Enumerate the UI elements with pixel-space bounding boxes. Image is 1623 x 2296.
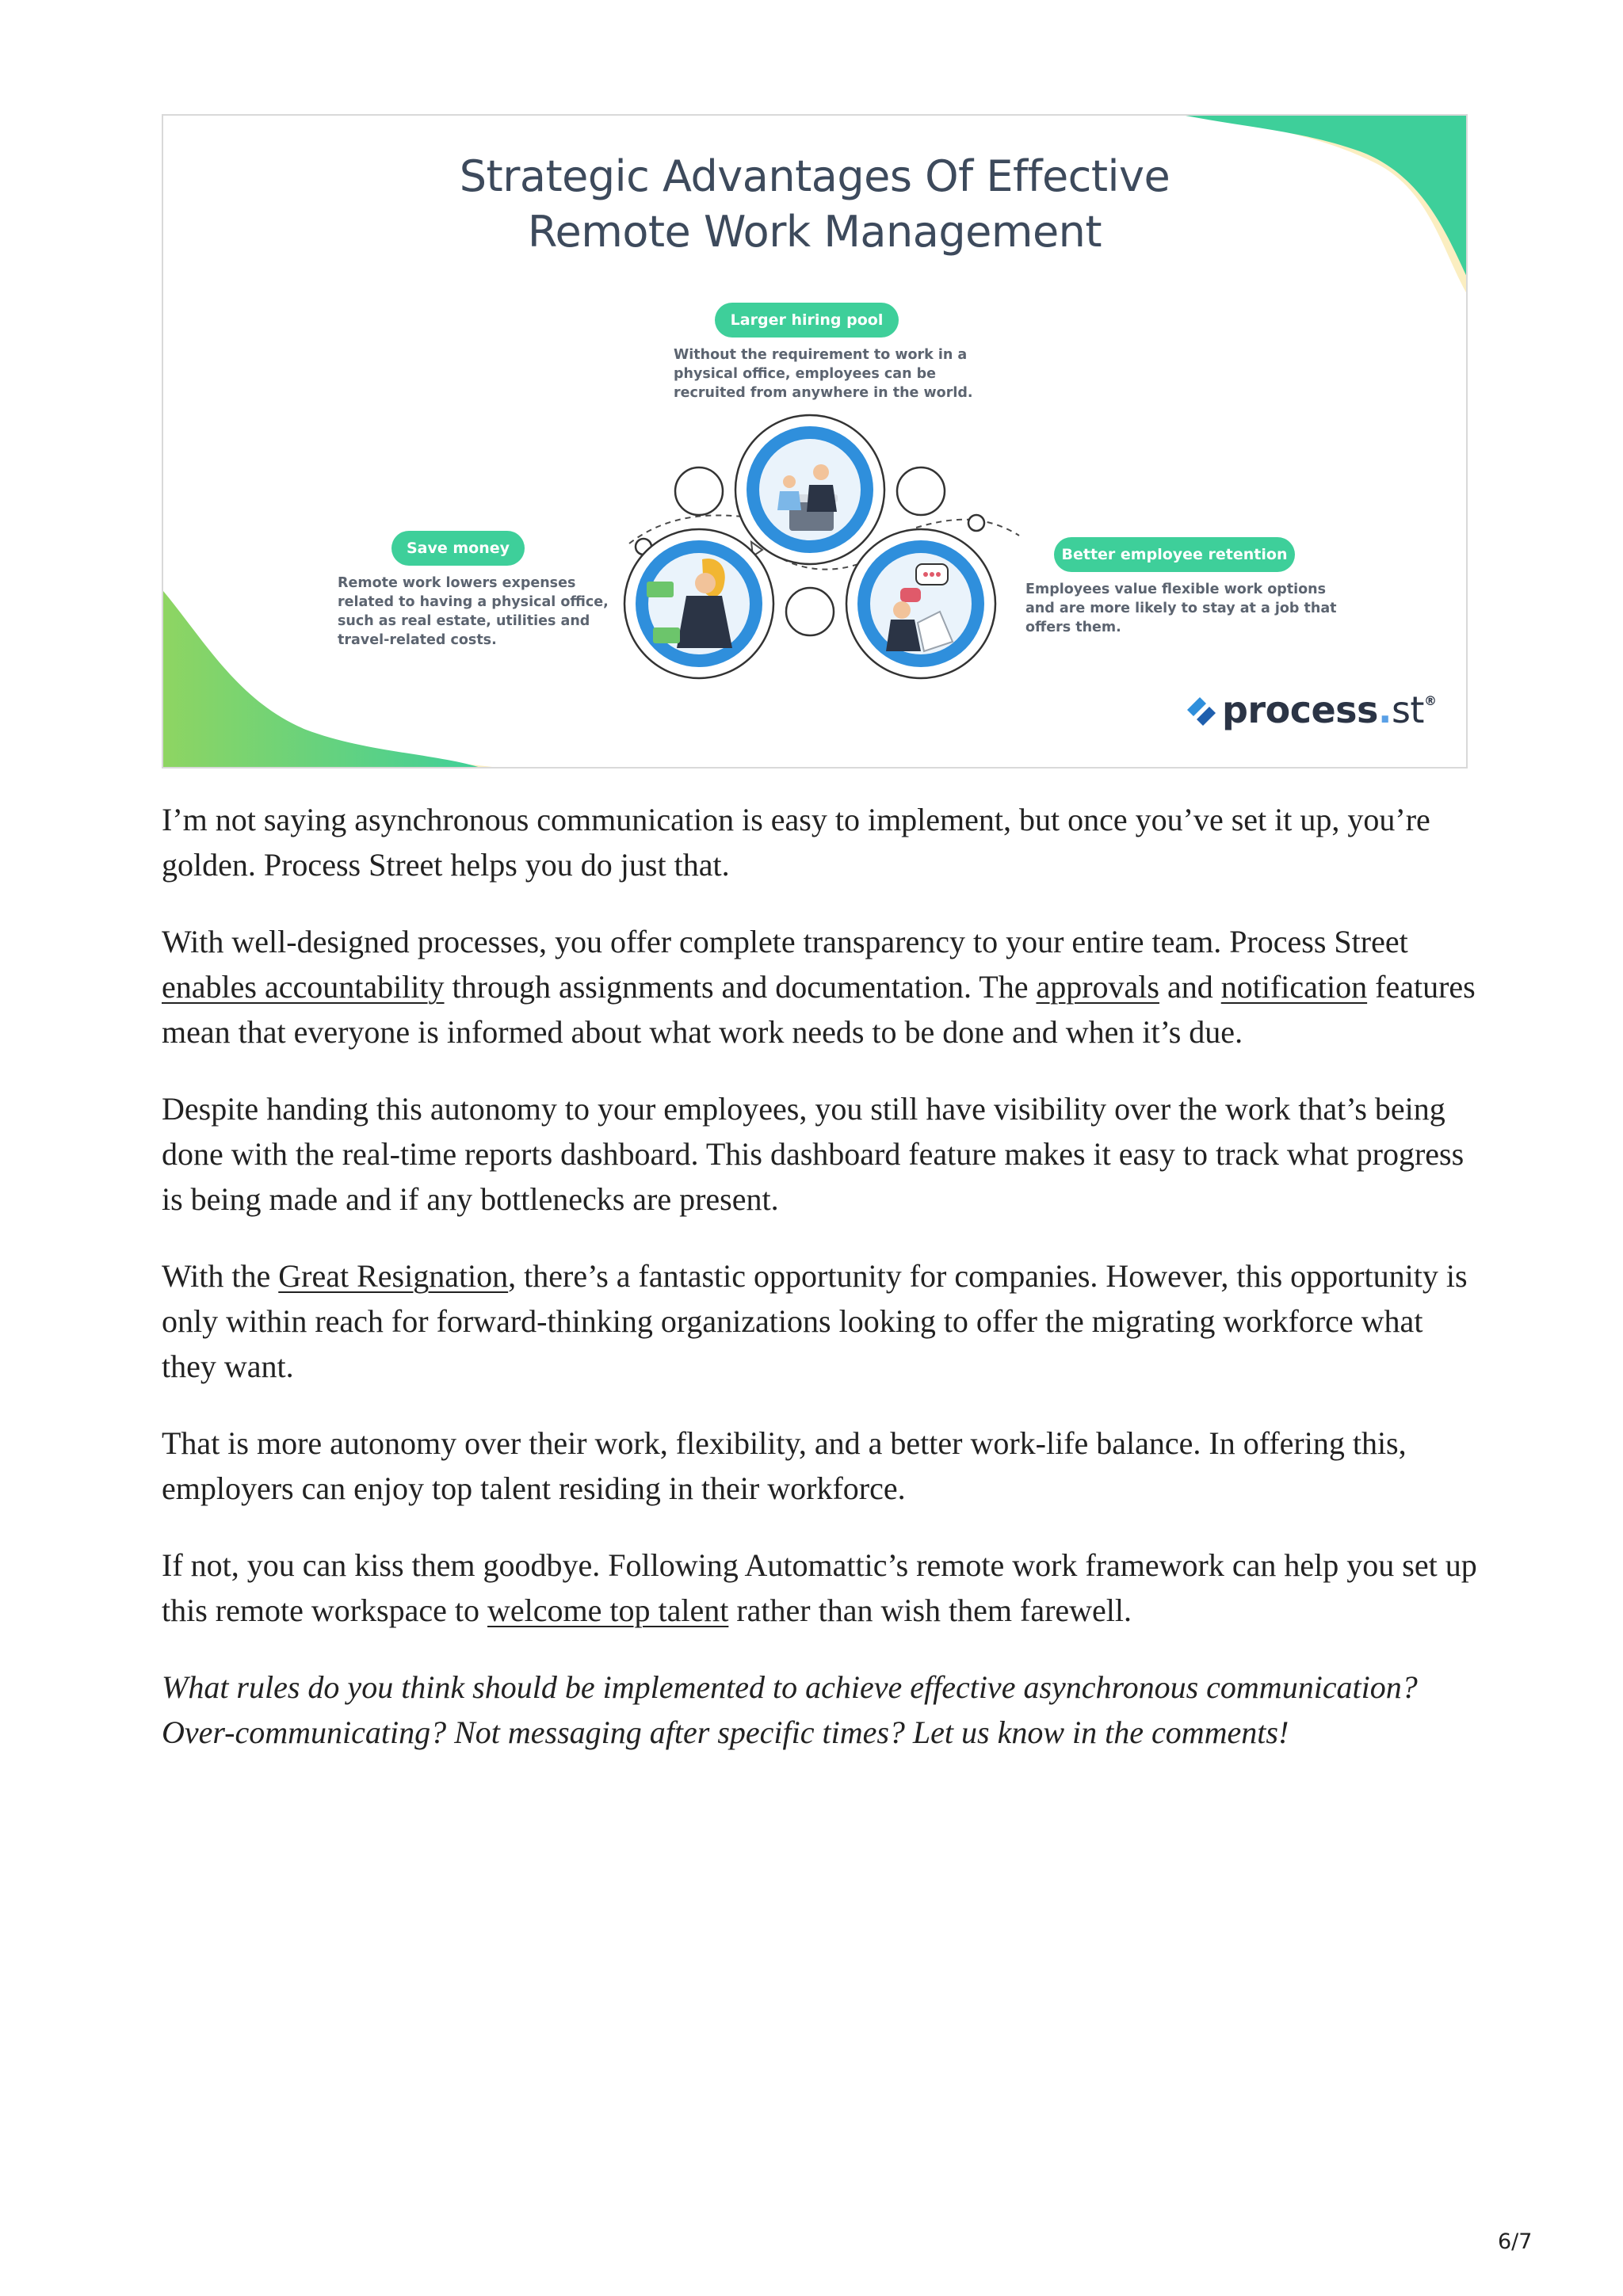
inline-link[interactable]: notification xyxy=(1220,969,1368,1005)
infographic-title-line1: Strategic Advantages Of Effective xyxy=(459,151,1170,201)
text-run: What rules do you think should be implemented to achieve effective asynchronous communication? Over-communicating? Not messaging after specific times? Let us know in the comments! xyxy=(162,1669,1418,1750)
desc-line: Employees value flexible work options xyxy=(1025,582,1327,597)
page-number: 6/7 xyxy=(1498,2229,1533,2254)
text-run: , there’s a fantastic opportunity for companies. However, this opportunity is only within reach for forward-thinking organizations looking to offer the migrating workforce what they want. xyxy=(162,1258,1468,1384)
desc-line: and are more likely to stay at a job that xyxy=(1025,601,1337,616)
desc-line: offers them. xyxy=(1025,620,1121,635)
article-paragraph xyxy=(162,1543,1477,1633)
article-paragraph xyxy=(162,1665,1477,1755)
logo-dot: . xyxy=(1377,688,1392,731)
text-run: With the xyxy=(162,1258,279,1294)
infographic-image xyxy=(162,114,1468,769)
inline-link[interactable]: welcome top talent xyxy=(487,1592,729,1628)
desc-line: recruited from anywhere in the world. xyxy=(674,385,973,401)
process-st-logo xyxy=(1181,686,1436,734)
process-st-logo-icon xyxy=(1181,689,1222,730)
inline-link[interactable]: Great Resignation xyxy=(278,1258,509,1294)
process-st-logo-text xyxy=(1222,688,1436,731)
desc-line: related to having a physical office, xyxy=(338,594,609,610)
pill-save-money: Save money xyxy=(391,531,525,566)
logo-name: process xyxy=(1222,688,1378,731)
article-paragraph xyxy=(162,797,1477,887)
article-body xyxy=(162,797,1477,1787)
article-paragraph xyxy=(162,1253,1477,1389)
inline-link[interactable]: enables accountability xyxy=(162,969,445,1005)
inline-link[interactable]: approvals xyxy=(1036,969,1159,1005)
text-run: Despite handing this autonomy to your employees, you still have visibility over the work that’s being done with the real-time reports dashboard. This dashboard feature makes it easy to track what progress is being made and if any bottlenecks are present. xyxy=(162,1091,1465,1217)
pill-better-employee-retention: Better employee retention xyxy=(1054,537,1295,572)
text-run: features mean that everyone is informed about what work needs to be done and when it’s due. xyxy=(162,969,1476,1050)
infographic-title xyxy=(163,149,1466,260)
desc-save-money xyxy=(338,574,639,650)
desc-better-employee-retention xyxy=(1025,580,1358,637)
text-run: With well-designed processes, you offer complete transparency to your entire team. Process Street xyxy=(162,924,1408,959)
desc-larger-hiring-pool xyxy=(674,345,991,402)
text-run: I’m not saying asynchronous communication is easy to implement, but once you’ve set it up, you’re golden. Process Street helps you do just that. xyxy=(162,802,1430,883)
infographic-title-line2: Remote Work Management xyxy=(527,207,1102,257)
article-paragraph xyxy=(162,919,1477,1055)
text-run: through assignments and documentation. The xyxy=(444,969,1037,1005)
pill-larger-hiring-pool: Larger hiring pool xyxy=(715,303,899,338)
text-run: That is more autonomy over their work, flexibility, and a better work-life balance. In offering this, employers can enjoy top talent residing in their workforce. xyxy=(162,1425,1407,1506)
text-run: rather than wish them farewell. xyxy=(728,1592,1132,1628)
text-run: If not, you can kiss them goodbye. Following Automattic’s remote work framework can help you set up this remote workspace to xyxy=(162,1547,1477,1628)
desc-line: Without the requirement to work in a xyxy=(674,347,968,363)
desc-line: Remote work lowers expenses xyxy=(338,575,576,591)
logo-registered-mark: ® xyxy=(1423,693,1437,708)
article-paragraph xyxy=(162,1421,1477,1511)
desc-line: travel-related costs. xyxy=(338,632,497,648)
logo-suffix: st xyxy=(1391,688,1424,731)
text-run: and xyxy=(1159,969,1221,1005)
article-paragraph xyxy=(162,1086,1477,1222)
desc-line: such as real estate, utilities and xyxy=(338,613,590,629)
desc-line: physical office, employees can be xyxy=(674,366,937,382)
